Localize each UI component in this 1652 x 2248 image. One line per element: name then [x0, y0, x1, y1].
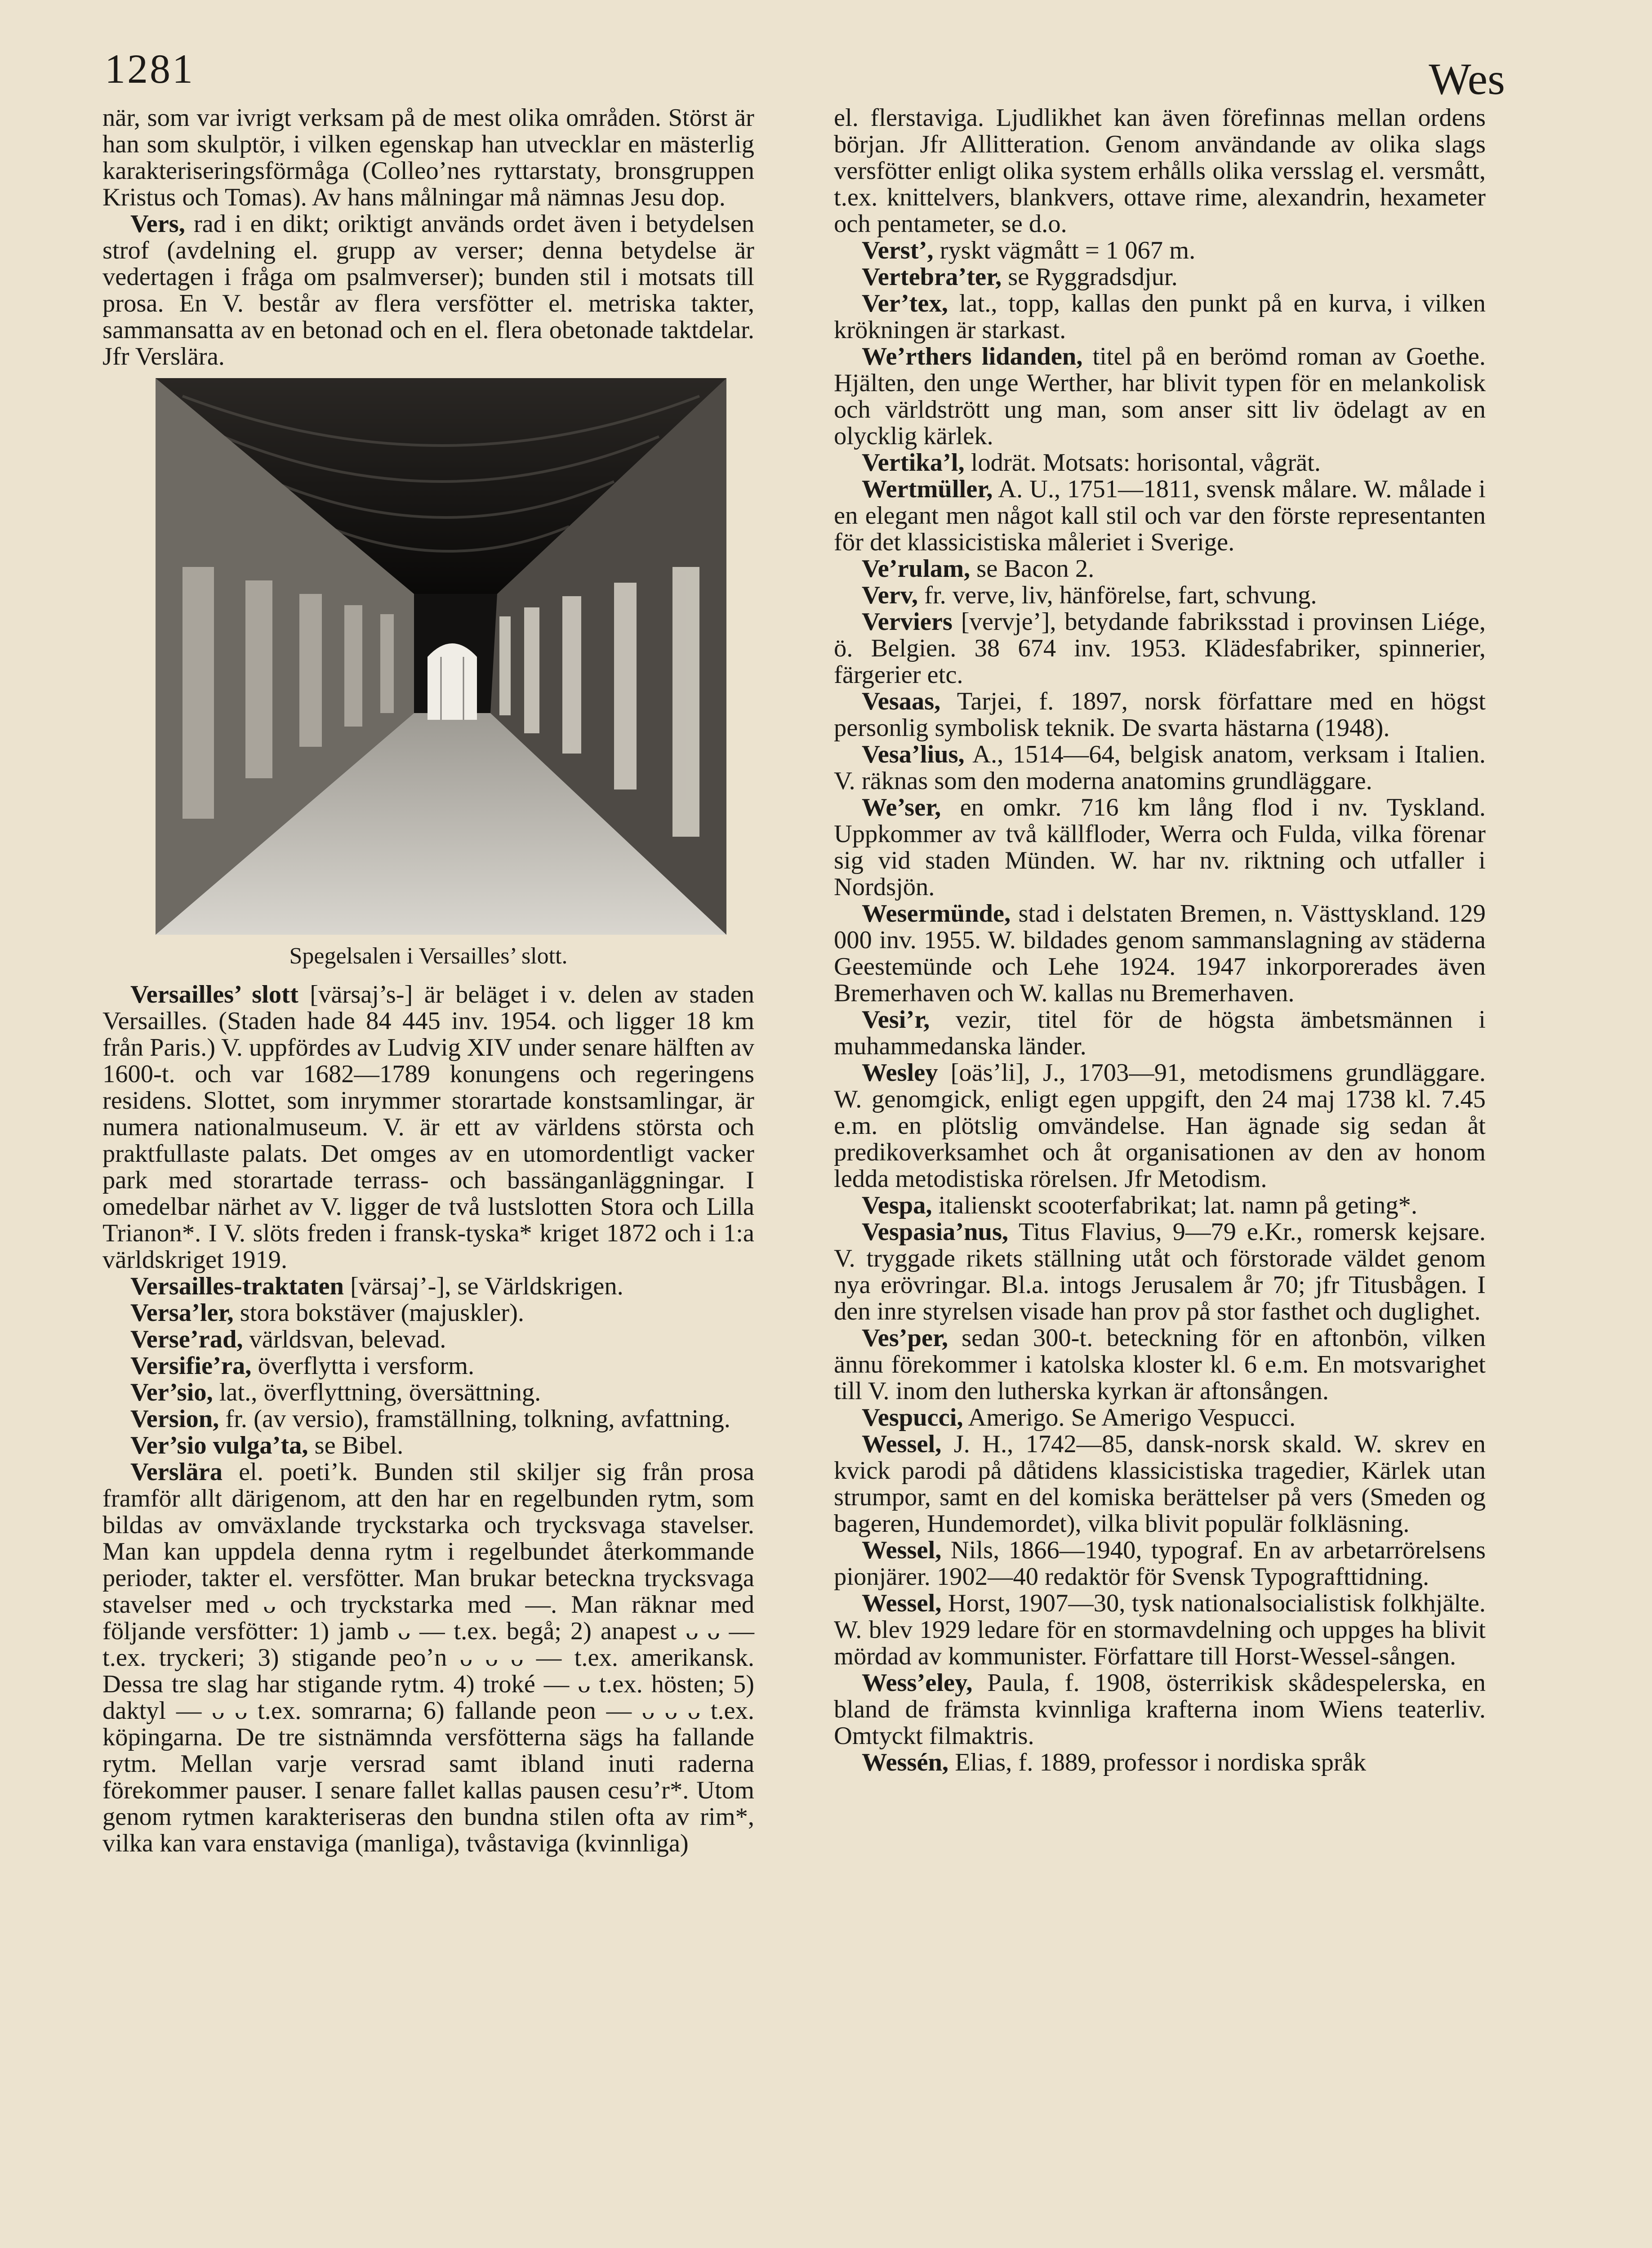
dictionary-entry: [834, 264, 1486, 290]
entry-text: stad i delstaten Bremen, n. Västtyskland. 129 000 inv. 1955. W. bildades genom sammanslagning av städerna Geestemünde och Lehe 1924. 1947 inkorporerades även Bremerhaven och W. kallas nu Bremerhaven.: [834, 900, 1486, 1007]
entry-text: världsvan, belevad.: [243, 1325, 446, 1353]
entry-text: lat., överflyttning, översättning.: [213, 1378, 541, 1406]
entry-text: en omkr. 716 km lång flod i nv. Tyskland. Uppkommer av två källfloder, Werra och Fulda, vilka förenar sig vid staden Münden. W. har nv. riktning och utfaller i Nordsjön.: [834, 794, 1486, 901]
dictionary-entry: [834, 343, 1486, 450]
dictionary-entry: [834, 1007, 1486, 1060]
entry-headword: Wessel,: [862, 1589, 942, 1617]
entry-text: [värsaj’s-] är beläget i v. delen av staden Versailles. (Staden hade 84 445 inv. 1954. och ligger 18 km från Paris.) V. uppfördes av Ludvig XIV under senare hälften av 1600-t. och var 1682—1789 konungens och regeringens residens. Slottet, som inrymmer storartade konstsamlingar, är numera nationalmuseum. V. är ett av världens största och praktfullaste palats. Det omges av en utomordentligt vacker park med storartade terrass- och bassänganläggningar. I omedelbar närhet av V. ligger de två lustslotten Stora och Lilla Trianon*. I V. slöts freden i fransk-tyska* kriget 1872 och i 1:a världskriget 1919.: [102, 981, 754, 1274]
entry-headword: Wessén,: [862, 1748, 949, 1776]
entry-text: överflytta i versform.: [251, 1352, 475, 1380]
hall-of-mirrors-photo: [156, 378, 726, 935]
entry-text: fr. (av versio), framställning, tolkning, avfattning.: [219, 1405, 730, 1433]
entry-headword: Ver’sio vulga’ta,: [130, 1432, 308, 1459]
entry-headword: Verviers: [862, 608, 953, 636]
dictionary-entry: [834, 1670, 1486, 1749]
entry-headword: Vespucci,: [862, 1404, 963, 1432]
entry-text: Tarjei, f. 1897, norsk författare med en högst personlig symbolisk teknik. De svarta hästarna (1948).: [834, 687, 1486, 742]
entry-text: stora bokstäver (majuskler).: [233, 1299, 525, 1327]
entry-headword: Vertebra’ter,: [862, 263, 1002, 291]
dictionary-entry: [834, 476, 1486, 556]
dictionary-entry: [102, 1326, 754, 1353]
entry-headword: Vesa’lius,: [862, 740, 965, 768]
entry-text: se Bacon 2.: [970, 555, 1095, 583]
dictionary-entry: [834, 1431, 1486, 1537]
dictionary-entry: [834, 901, 1486, 1007]
entry-text: sedan 300-t. beteckning för en aftonbön, vilken ännu förekommer i katolska kloster kl. 6 e.m. En motsvarighet till V. inom den lutherska kyrkan är aftonsången.: [834, 1324, 1486, 1405]
right-entries: [834, 105, 1486, 1776]
dictionary-entry: [834, 794, 1486, 901]
dictionary-entry: [102, 1432, 754, 1459]
entry-text: se Bibel.: [308, 1432, 404, 1459]
entry-headword: Vesaas,: [862, 687, 941, 715]
entry-headword: We’rthers lidanden,: [862, 343, 1083, 370]
entry-text: A., 1514—64, belgisk anatom, verksam i Italien. V. räknas som den moderna anatomins grundläggare.: [834, 740, 1486, 795]
entry-text: Amerigo. Se Amerigo Vespucci.: [963, 1404, 1296, 1432]
entry-headword: Vespasia’nus,: [862, 1218, 1009, 1246]
entry-text: rad i en dikt; oriktigt används ordet även i betydelsen strof (avdelning el. grupp av verser; denna betydelse är vedertagen i fråga om psalmverser); bunden stil i motsats till prosa. En V. består av flera versfötter el. metriska takter, sammansatta av en betonad och en el. flera obetonade taktdelar. Jfr Verslära.: [102, 210, 754, 370]
entry-headword: Version,: [130, 1405, 219, 1433]
entry-headword: Wesermünde,: [862, 900, 1011, 928]
right-column: [834, 105, 1486, 1776]
entry-headword: Vers,: [130, 210, 185, 238]
dictionary-entry: [834, 609, 1486, 688]
entry-headword: Wesley: [862, 1059, 938, 1087]
entry-text: [vervje’], betydande fabriksstad i provinsen Liége, ö. Belgien. 38 674 inv. 1953. Klädesfabriker, spinnerier, färgerier etc.: [834, 608, 1486, 689]
entry-text: Nils, 1866—1940, typograf. En av arbetarrörelsens pionjärer. 1902—40 redaktör för Svensk Typografttidning.: [834, 1536, 1486, 1591]
left-entries-top: [102, 105, 754, 370]
dictionary-entry: [102, 1459, 754, 1857]
entry-headword: Wessel,: [862, 1536, 942, 1564]
entry-headword: We’ser,: [862, 794, 941, 821]
dictionary-entry: [834, 1537, 1486, 1590]
dictionary-entry: [102, 1406, 754, 1432]
entry-headword: Wertmüller,: [862, 475, 993, 503]
dictionary-entry: [834, 1325, 1486, 1405]
dictionary-entry: [834, 741, 1486, 794]
dictionary-entry: [102, 1273, 754, 1300]
dictionary-entry: [102, 105, 754, 211]
entry-text: lodrät. Motsats: horisontal, vågrät.: [964, 449, 1321, 477]
entry-headword: Versailles-traktaten: [130, 1272, 344, 1300]
entry-headword: Ver’sio,: [130, 1378, 213, 1406]
entry-headword: Vespa,: [862, 1191, 932, 1219]
page-number: 1281: [105, 46, 195, 92]
entry-headword: Ver’tex,: [862, 290, 948, 317]
dictionary-entry: [834, 290, 1486, 343]
dictionary-entry: [834, 556, 1486, 582]
dictionary-entry: [834, 237, 1486, 264]
left-column: [102, 105, 754, 1857]
entry-text: när, som var ivrigt verksam på de mest olika områden. Störst är han som skulptör, i vilken egenskap han utvecklar en mästerlig karakteriseringsförmåga (Colleo’nes ryttarstaty, bronsgruppen Kristus och Tomas). Av hans målningar må nämnas Jesu dop.: [102, 104, 754, 211]
figure-caption: Spegelsalen i Versailles’ slott.: [289, 943, 568, 969]
entry-headword: Verst’,: [862, 236, 934, 264]
entry-headword: Vertika’l,: [862, 449, 965, 477]
dictionary-entry: [102, 1300, 754, 1326]
entry-text: lat., topp, kallas den punkt på en kurva, i vilken krökningen är starkast.: [834, 290, 1486, 344]
dictionary-entry: [834, 688, 1486, 741]
entry-text: titel på en berömd roman av Goethe. Hjälten, den unge Werther, har blivit typen för en melankolisk och världstrött ung man, som anser sitt liv ödelagt av en olycklig kärlek.: [834, 343, 1486, 450]
entry-headword: Vesi’r,: [862, 1006, 930, 1034]
left-entries-bottom: [102, 981, 754, 1857]
entry-text: Horst, 1907—30, tysk nationalsocialistisk folkhjälte. W. blev 1929 ledare för en stormavdelning och uppges ha blivit mördad av kommunister. Författare till Horst-Wessel-sången.: [834, 1589, 1486, 1670]
entry-headword: Versifie’ra,: [130, 1352, 252, 1380]
dictionary-entry: [834, 1590, 1486, 1670]
entry-text: [oäs’li], J., 1703—91, metodismens grundläggare. W. genomgick, enligt egen uppgift, den 24 maj 1738 kl. 7.45 e.m. en plötslig omvändelse. Han ägnade sig sedan åt predikoverksamhet och åt organisationen av den av honom ledda metodistiska rörelsen. Jfr Metodism.: [834, 1059, 1486, 1193]
figure: [102, 378, 754, 970]
dictionary-entry: [834, 1060, 1486, 1192]
entry-text: el. poeti’k. Bunden stil skiljer sig från prosa framför allt därigenom, att den har en regelbunden rytm, som bildas av omväxlande tryckstarka och trycksvaga stavelser. Man kan uppdela denna rytm i regelbundet återkommande perioder, takter el. versfötter. Man brukar beteckna trycksvaga stavelser med ᴗ och tryckstarka med —. Man räknar med följande versfötter: 1) jamb ᴗ — t.ex. begå; 2) anapest ᴗ ᴗ — t.ex. tryckeri; 3) stigande peo’n ᴗ ᴗ ᴗ — t.ex. amerikansk. Dessa tre slag har stigande rytm. 4) troké — ᴗ t.ex. hösten; 5) daktyl — ᴗ ᴗ t.ex. somrarna; 6) fallande peon — ᴗ ᴗ ᴗ t.ex. köpingarna. De tre sistnämnda versfötterna sägs ha fallande rytm. Mellan varje versrad samt ibland inuti raderna förekommer pauser. I senare fallet kallas pausen cesu’r*. Utom genom rytmen karakteriseras den bundna stilen ofta av rim*, vilka kan vara enstaviga (manliga), tvåstaviga (kvinnliga): [102, 1458, 754, 1857]
entry-text: [värsaj’-], se Världskrigen.: [343, 1272, 623, 1300]
dictionary-entry: [834, 1192, 1486, 1219]
entry-text: Paula, f. 1908, österrikisk skådespelerska, en bland de främsta kvinnliga krafterna inom Wiens teaterliv. Omtyckt filmaktris.: [834, 1669, 1486, 1750]
running-head: Wes: [1429, 54, 1505, 104]
dictionary-entry: [834, 1405, 1486, 1431]
entry-headword: Versa’ler,: [130, 1299, 234, 1327]
entry-headword: Ves’per,: [862, 1324, 948, 1352]
entry-text: Titus Flavius, 9—79 e.Kr., romersk kejsare. V. tryggade rikets ställning utåt och förstorade väldet genom nya erövringar. Bl.a. intogs Jerusalem år 70; jfr Titusbågen. I den inre styrelsen visade han prov på stor fasthet och duglighet.: [834, 1218, 1486, 1325]
entry-headword: Wess’eley,: [862, 1669, 973, 1697]
entry-text: Elias, f. 1889, professor i nordiska språk: [948, 1748, 1367, 1776]
entry-headword: Versailles’ slott: [130, 981, 298, 1008]
dictionary-entry: [834, 1219, 1486, 1325]
dictionary-entry: [834, 105, 1486, 237]
dictionary-entry: [102, 1353, 754, 1379]
entry-text: se Ryggradsdjur.: [1002, 263, 1178, 291]
entry-text: vezir, titel för de högsta ämbetsmännen i muhammedanska länder.: [834, 1006, 1486, 1060]
entry-text: A. U., 1751—1811, svensk målare. W. målade i en elegant men något kall stil och var den förste representanten för det klassicistiska måleriet i Sverige.: [834, 475, 1486, 556]
dictionary-entry: [102, 211, 754, 370]
entry-text: fr. verve, liv, hänförelse, fart, schvung.: [918, 581, 1317, 609]
dictionary-entry: [834, 1749, 1486, 1776]
entry-headword: Verv,: [862, 581, 918, 609]
entry-headword: Verslära: [130, 1458, 223, 1486]
dictionary-entry: [102, 1379, 754, 1406]
dictionary-entry: [102, 981, 754, 1273]
dictionary-entry: [834, 450, 1486, 476]
entry-text: italienskt scooterfabrikat; lat. namn på geting*.: [932, 1191, 1417, 1219]
entry-text: J. H., 1742—85, dansk-norsk skald. W. skrev en kvick parodi på dåtidens klassicistiska tragedier, Kärlek utan strumpor, samt en del komiska berättelser på vers (Smeden og bageren, Hundemordet), vilka blivit populär folkläsning.: [834, 1430, 1486, 1538]
entry-headword: Ve’rulam,: [862, 555, 971, 583]
entry-text: el. flerstaviga. Ljudlikhet kan även förefinnas mellan ordens början. Jfr Allitteration. Genom användande av olika slags versfötter enligt olika system erhålls olika versslag el. versmått, t.ex. knittelvers, blankvers, ottave rime, alexandrin, hexameter och pentameter, se d.o.: [834, 104, 1486, 238]
entry-text: ryskt vägmått = 1 067 m.: [933, 236, 1196, 264]
entry-headword: Verse’rad,: [130, 1325, 243, 1353]
entry-headword: Wessel,: [862, 1430, 942, 1458]
dictionary-entry: [834, 582, 1486, 609]
